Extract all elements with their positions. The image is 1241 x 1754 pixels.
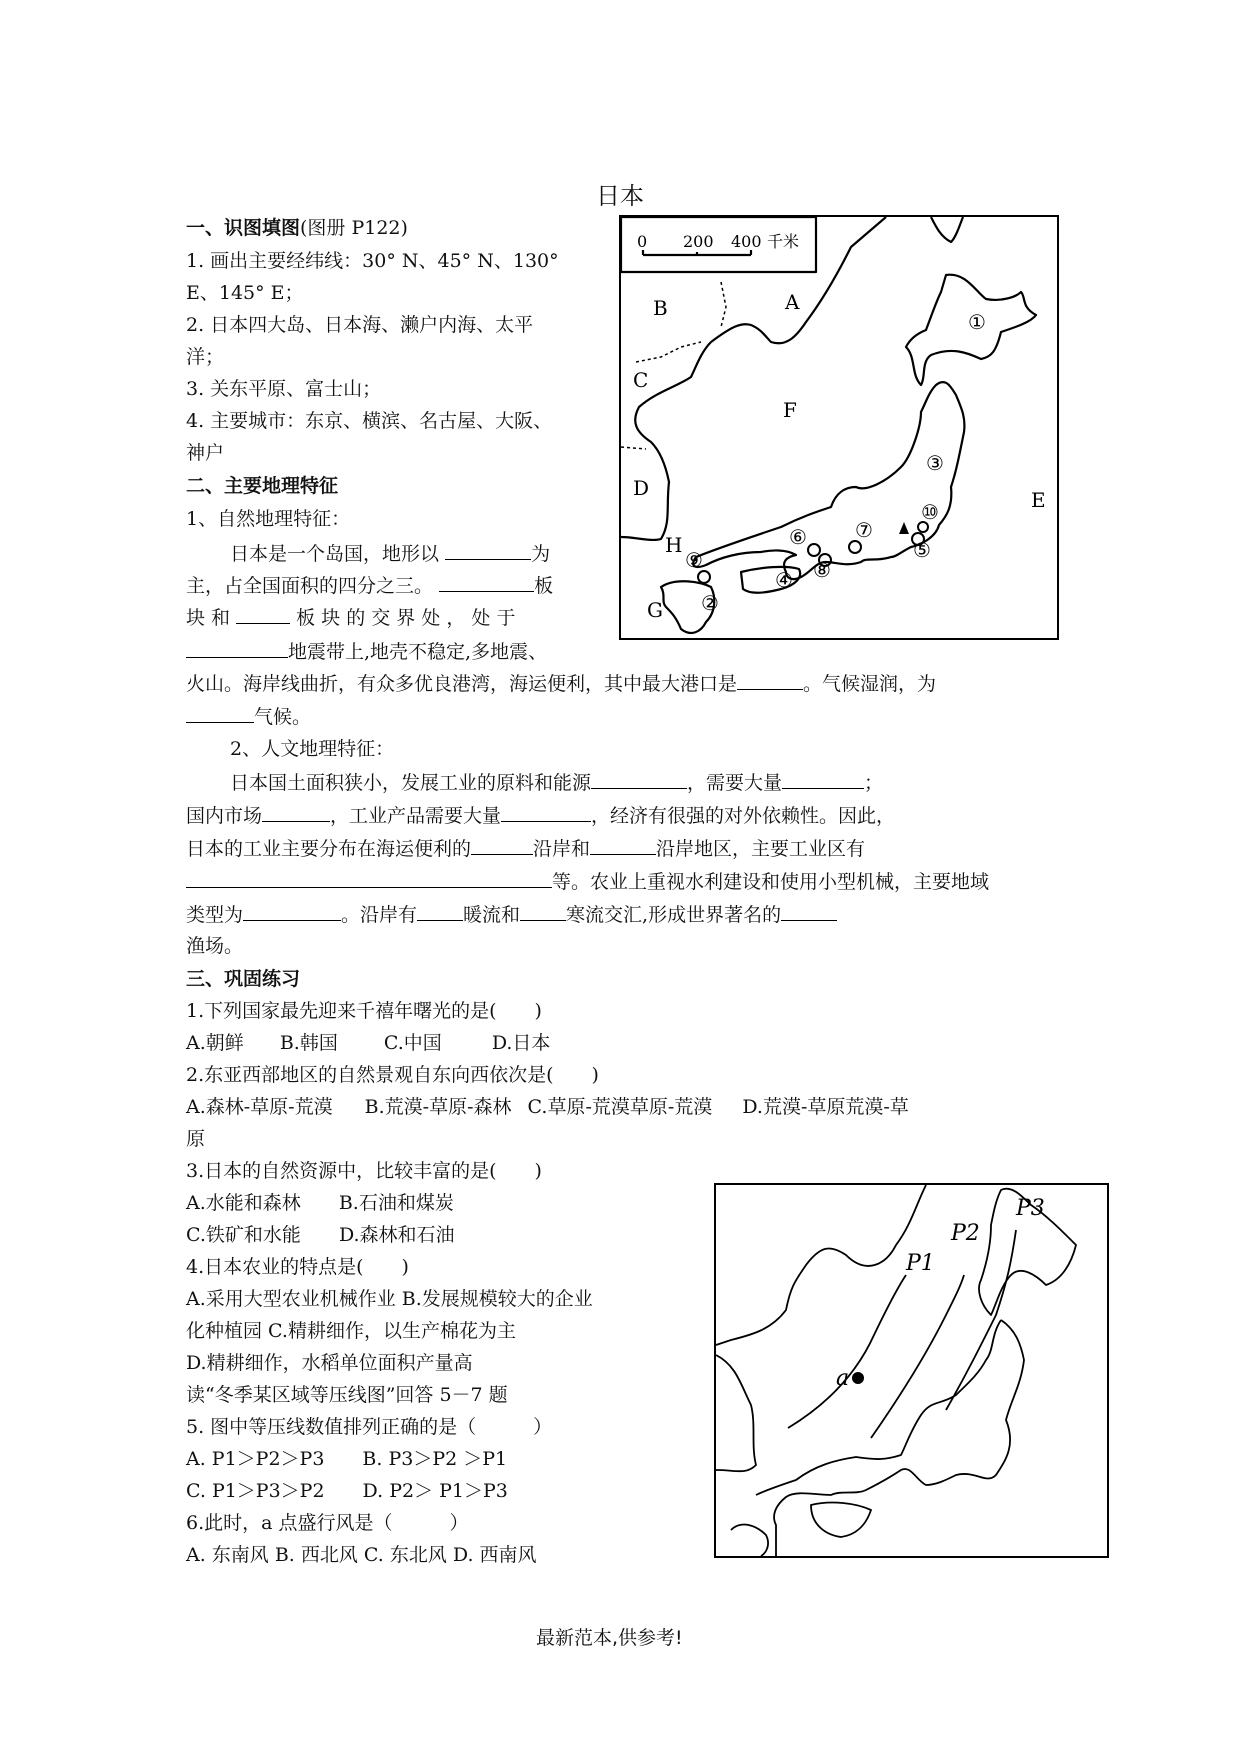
text-line xyxy=(186,832,865,865)
option-a[interactable]: A.森林-草原-荒漠 xyxy=(186,1096,333,1118)
text: 气候。 xyxy=(254,706,312,728)
label-f: F xyxy=(783,398,797,422)
section1-item: 3. 关东平原、富士山； xyxy=(186,378,382,400)
question-5-stem: 5. 图中等压线数值排列正确的是（ ） xyxy=(186,1416,553,1438)
shikoku-island xyxy=(811,1503,871,1537)
label-d: D xyxy=(633,476,650,500)
label-h: H xyxy=(665,533,683,557)
answer-blank[interactable] xyxy=(417,898,463,921)
isobar-map-svg xyxy=(716,1185,1107,1556)
japan-map xyxy=(619,215,1059,640)
scale-tick-200: 200 xyxy=(683,232,714,251)
marker-3: ③ xyxy=(926,451,944,475)
question-5-options: A. P1＞P2＞P3 B. P3＞P2 ＞P1 xyxy=(186,1448,508,1470)
questions-intro: 读“冬季某区域等压线图”回答 5－7 题 xyxy=(186,1384,508,1406)
text-line xyxy=(186,667,936,700)
marker-1: ① xyxy=(968,310,986,334)
answer-blank[interactable] xyxy=(520,898,566,921)
section1-item: E、145° E； xyxy=(186,282,304,304)
section1-item: 1. 画出主要经纬线：30° N、45° N、130° xyxy=(186,250,559,272)
question-2-options xyxy=(186,1091,909,1123)
japan-sea-coast xyxy=(756,1320,1001,1495)
option-c[interactable]: C.铁矿和水能 xyxy=(186,1224,301,1246)
marker-8: ⑧ xyxy=(813,558,831,582)
text-line xyxy=(186,635,547,668)
text: 火山。海岸线曲折，有众多优良港湾，海运便利，其中最大港口是 xyxy=(186,673,738,695)
answer-blank[interactable] xyxy=(445,537,531,560)
text: 寒流交汇,形成世界著名的 xyxy=(566,904,782,926)
isobar-labels xyxy=(836,1196,1045,1391)
scale-tick-0: 0 xyxy=(637,232,648,251)
label-b: B xyxy=(653,296,668,320)
section1-item: 2. 日本四大岛、日本海、濑户内海、太平 xyxy=(186,314,534,336)
text-line xyxy=(186,601,515,634)
text: 日本的工业主要分布在海运便利的 xyxy=(186,838,472,860)
question-6-stem: 6.此时，a 点盛行风是（ ） xyxy=(186,1512,469,1534)
japan-map-svg xyxy=(621,217,1057,638)
text: 日本国土面积狭小，发展工业的原料和能源 xyxy=(230,772,592,794)
option-b[interactable]: B.荒漠-草原-森林 xyxy=(364,1096,512,1118)
answer-blank[interactable] xyxy=(590,832,656,855)
text: 板 xyxy=(534,575,554,597)
isobar-label-p3: P3 xyxy=(1016,1196,1045,1221)
answer-blank[interactable] xyxy=(186,700,254,723)
question-4-line: 化种植园 C.精耕细作，以生产棉花为主 xyxy=(186,1320,516,1342)
answer-blank[interactable] xyxy=(262,799,330,822)
question-5-options: C. P1＞P3＞P2 D. P2＞ P1＞P3 xyxy=(186,1480,508,1502)
text: 块 和 xyxy=(186,607,231,629)
sakhalin-coast xyxy=(931,217,963,242)
question-1-stem: 1.下列国家最先迎来千禧年曙光的是( ) xyxy=(186,1000,542,1022)
scale-unit: 千米 xyxy=(767,232,800,251)
text: ，经济有很强的对外依赖性。因此， xyxy=(591,805,896,827)
answer-blank[interactable] xyxy=(471,832,533,855)
section2-sub1: 1、自然地理特征： xyxy=(186,508,351,530)
mainland-coast xyxy=(716,1185,926,1345)
text: 等。农业上重视水利建设和使用小型机械，主要地域 xyxy=(552,871,990,893)
point-a-marker xyxy=(852,1372,864,1384)
section2-heading: 二、主要地理特征 xyxy=(186,475,339,497)
text: 。气候湿润，为 xyxy=(803,673,937,695)
marker-6: ⑥ xyxy=(789,525,807,549)
answer-blank[interactable] xyxy=(501,799,591,822)
mount-fuji-icon xyxy=(899,522,909,534)
question-1-options xyxy=(186,1027,550,1059)
text: 沿岸地区，主要工业区有 xyxy=(656,838,866,860)
honshu-island xyxy=(774,1320,1024,1556)
text-line xyxy=(230,537,550,570)
isobar-label-p2: P2 xyxy=(951,1221,980,1246)
option-d[interactable]: D.日本 xyxy=(491,1032,551,1054)
answer-blank[interactable] xyxy=(236,601,290,624)
kyushu-island xyxy=(731,1525,768,1556)
label-e: E xyxy=(1031,488,1046,512)
text-line xyxy=(186,700,311,733)
isobar-map xyxy=(714,1183,1109,1558)
korea-coast xyxy=(716,1355,756,1471)
marker-5: ⑤ xyxy=(913,538,931,562)
text: 主，占全国面积的四分之三。 xyxy=(186,575,434,597)
footer-note: 最新范本,供参考! xyxy=(536,1627,683,1649)
text-line: 渔场。 xyxy=(186,935,244,957)
text: 类型为 xyxy=(186,904,244,926)
option-b[interactable]: B.韩国 xyxy=(279,1032,338,1054)
question-3-stem: 3.日本的自然资源中，比较丰富的是( ) xyxy=(186,1160,542,1182)
text: ； xyxy=(864,772,884,794)
text: ，需要大量 xyxy=(687,772,783,794)
question-3-options-row2 xyxy=(186,1219,455,1251)
isobar-lines xyxy=(788,1230,1016,1438)
option-a[interactable]: A.朝鲜 xyxy=(186,1032,244,1054)
answer-blank[interactable] xyxy=(737,667,803,690)
question-4-line: D.精耕细作，水稻单位面积产量高 xyxy=(186,1352,473,1374)
text: 国内市场 xyxy=(186,805,263,827)
section1-item: 神户 xyxy=(186,442,225,464)
point-a-label: a xyxy=(836,1366,850,1391)
option-d[interactable]: D.荒漠-草原荒漠-草 xyxy=(742,1096,909,1118)
answer-blank[interactable] xyxy=(243,898,341,921)
isobar-p3 xyxy=(946,1230,1016,1410)
text: 为 xyxy=(531,543,551,565)
option-a[interactable]: A.水能和森林 xyxy=(186,1192,301,1214)
text-line xyxy=(230,766,883,799)
answer-blank[interactable] xyxy=(439,569,534,592)
border-line xyxy=(621,447,646,449)
isobar-label-p1: P1 xyxy=(906,1251,935,1276)
isobar-p1 xyxy=(788,1275,906,1428)
label-c: C xyxy=(633,368,649,392)
marker-4: ④ xyxy=(775,568,793,592)
answer-blank[interactable] xyxy=(782,766,864,789)
answer-blank[interactable] xyxy=(186,865,552,888)
text: 暖流和 xyxy=(463,904,521,926)
section2-sub2: 2、人文地理特征： xyxy=(230,738,395,760)
section1-heading xyxy=(186,212,408,244)
text: ，工业产品需要大量 xyxy=(330,805,502,827)
answer-blank[interactable] xyxy=(186,635,288,658)
label-a: A xyxy=(785,290,800,314)
section1-heading-note: (图册 P122) xyxy=(300,217,408,239)
label-g: G xyxy=(647,598,663,622)
section1-heading-text: 一、识图填图 xyxy=(186,217,301,239)
answer-blank[interactable] xyxy=(591,766,687,789)
option-c[interactable]: C.草原-荒漠草原-荒漠 xyxy=(527,1096,713,1118)
question-4-stem: 4.日本农业的特点是( ) xyxy=(186,1256,409,1278)
marker-2: ② xyxy=(701,591,719,615)
marker-7: ⑦ xyxy=(855,518,873,542)
text-line xyxy=(186,799,895,832)
answer-blank[interactable] xyxy=(781,898,837,921)
question-6-options: A. 东南风 B. 西北风 C. 东北风 D. 西南风 xyxy=(186,1544,537,1566)
section1-item: 洋； xyxy=(186,346,225,368)
text-line xyxy=(186,898,837,931)
text: 。沿岸有 xyxy=(341,904,418,926)
question-4-line: A.采用大型农业机械作业 B.发展规模较大的企业 xyxy=(186,1288,593,1310)
section3-heading: 三、巩固练习 xyxy=(186,968,301,990)
scale-tick-400: 400 xyxy=(731,232,762,251)
text: 日本是一个岛国，地形以 xyxy=(230,543,440,565)
option-c[interactable]: C.中国 xyxy=(383,1032,442,1054)
isobar-p2 xyxy=(871,1275,964,1438)
text-line xyxy=(186,569,553,602)
text: 地震带上,地壳不稳定,多地震、 xyxy=(288,641,548,663)
border-line xyxy=(636,282,726,362)
option-d[interactable]: D.森林和石油 xyxy=(338,1224,455,1246)
question-3-options-row1 xyxy=(186,1187,454,1219)
text: 沿岸和 xyxy=(533,838,591,860)
marker-10: ⑩ xyxy=(921,500,939,524)
marker-9: ⑨ xyxy=(685,548,703,572)
page-title: 日本 xyxy=(596,182,644,210)
question-2-stem: 2.东亚西部地区的自然景观自东向西依次是( ) xyxy=(186,1064,599,1086)
text: 板 块 的 交 界 处 ， 处 于 xyxy=(296,607,516,629)
option-b[interactable]: B.石油和煤炭 xyxy=(338,1192,454,1214)
question-2-wrap: 原 xyxy=(186,1128,206,1150)
section1-item: 4. 主要城市：东京、横滨、名古屋、大阪、 xyxy=(186,410,553,432)
text-line xyxy=(186,865,989,898)
